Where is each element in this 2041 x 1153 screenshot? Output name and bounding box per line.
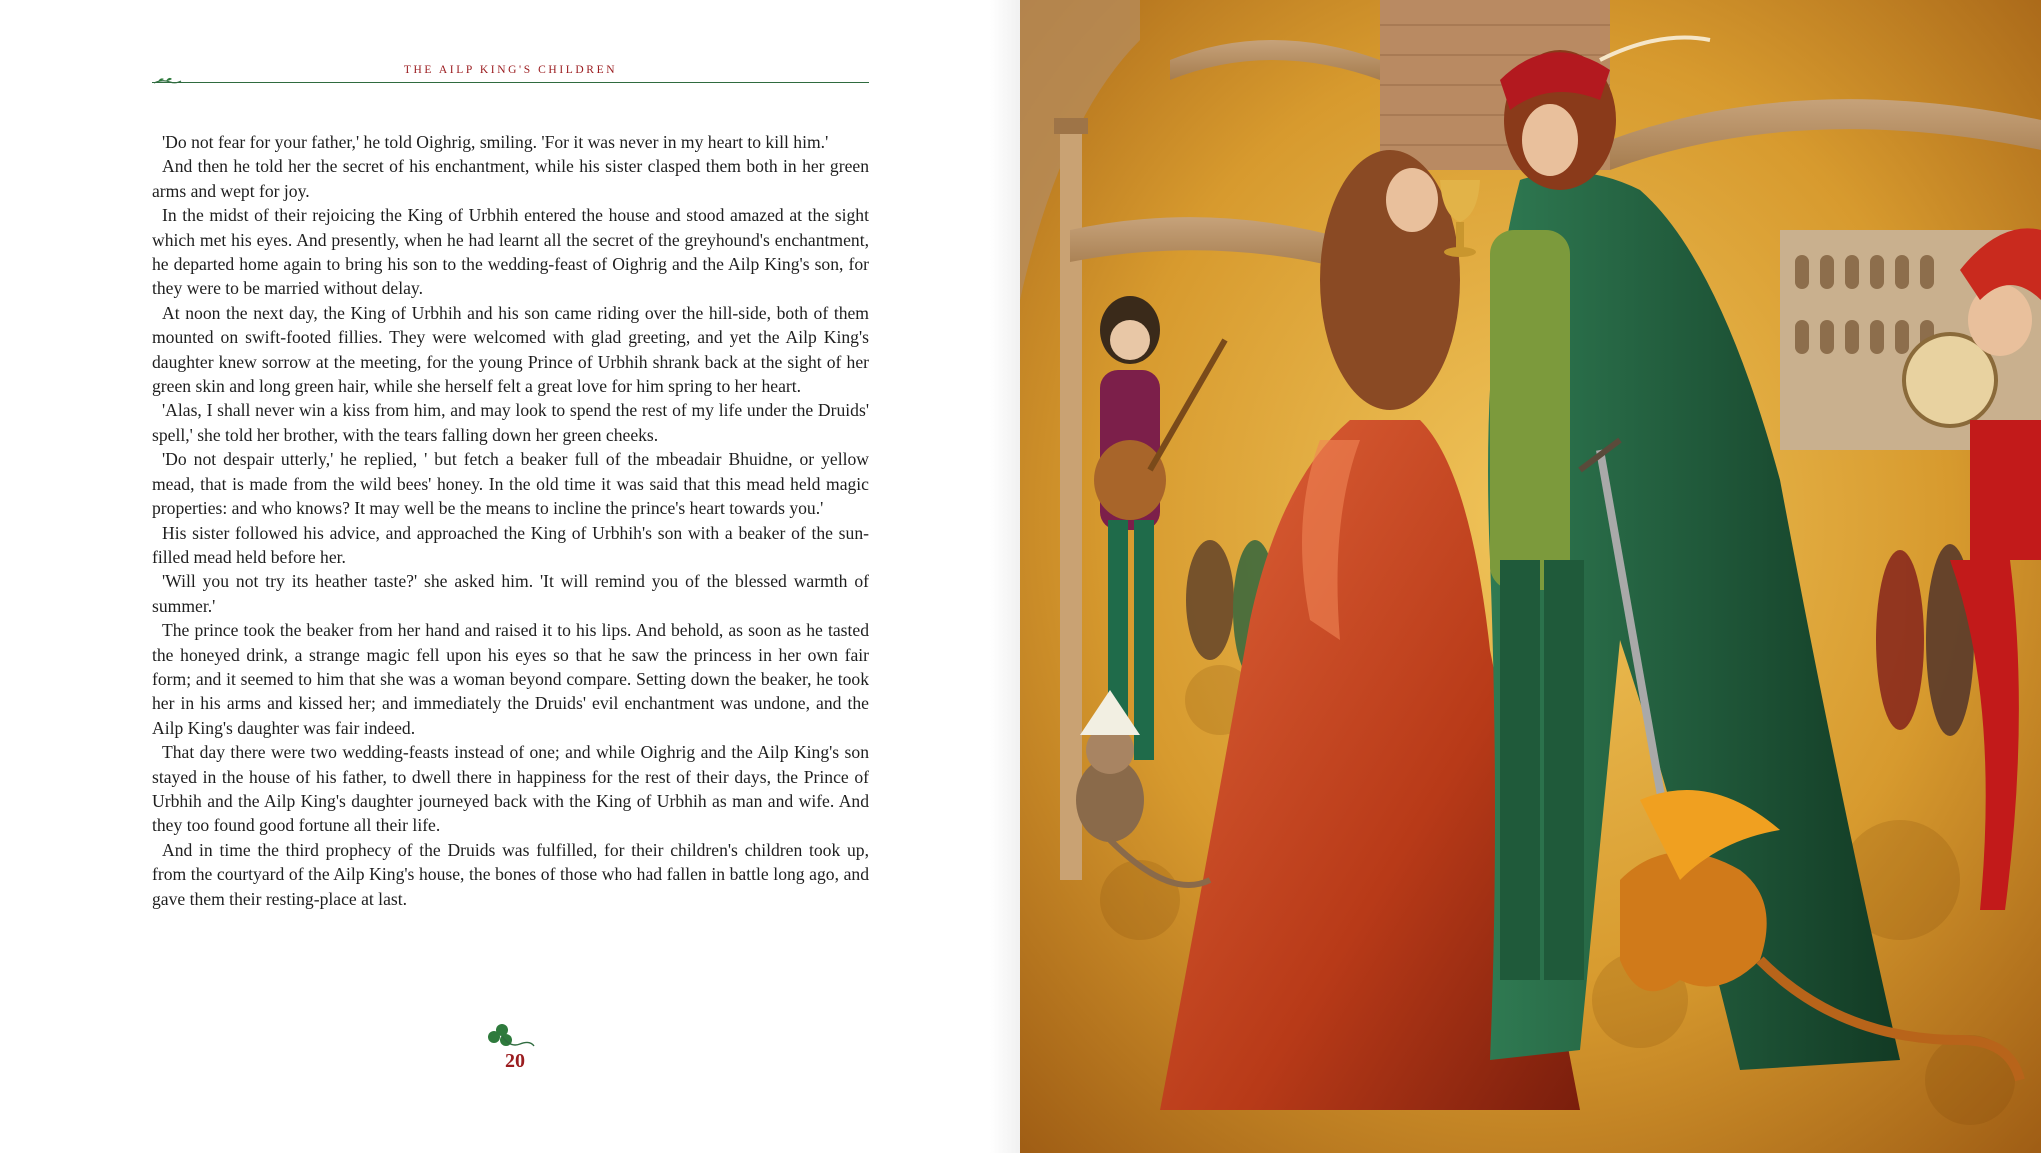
paragraph: 'Will you not try its heather taste?' she asked him. 'It will remind you of the blessed warmth of summer.': [152, 571, 869, 616]
paragraph: And then he told her the secret of his enchantment, while his sister clasped them both in her green arms and wept for joy.: [152, 156, 869, 201]
header-rule: [152, 82, 869, 83]
story-text: [152, 130, 869, 911]
paragraph: In the midst of their rejoicing the King of Urbhih entered the house and stood amazed at the sight which met his eyes. And presently, when he had learnt all the secret of the greyhound's enchantment, he departed home again to bring his son to the wedding-feast of Oighrig and the Ailp King's son, for they were to be married without delay.: [152, 205, 869, 299]
page-folio: [470, 1018, 560, 1074]
gutter-shadow: [990, 0, 1020, 1153]
text-page: [0, 0, 1020, 1153]
paragraph: That day there were two wedding-feasts instead of one; and while Oighrig and the Ailp King's son stayed in the house of his father, to dwell there in happiness for the rest of their days, the Prince of Urbhih and the Ailp King's daughter journeyed back with the King of Urbhih as man and wife. And they too found good fortune all their life.: [152, 742, 869, 836]
illustration: [1020, 0, 2041, 1153]
paragraph: 'Alas, I shall never win a kiss from him, and may look to spend the rest of my life under the Druids' spell,' she told her brother, with the tears falling down her green cheeks.: [152, 400, 869, 445]
paragraph: At noon the next day, the King of Urbhih and his son came riding over the hill-side, both of them mounted on swift-footed fillies. They were welcomed with glad greeting, and yet the Ailp King's daughter knew sorrow at the meeting, for the young Prince of Urbhih shrank back at the sight of her green skin and long green hair, while she herself felt a great love for him spring to her heart.: [152, 302, 869, 397]
paragraph: 'Do not despair utterly,' he replied, ' but fetch a beaker full of the mbeadair Bhuidne, or yellow mead, that is made from the wild bees' honey. In the old time it was said that this mead held magic properties: and who knows? It may well be the means to incline the prince's heart towards you.': [152, 449, 869, 519]
paragraph: 'Do not fear for your father,' he told Oighrig, smiling. 'For it was never in my heart to kill him.': [162, 132, 829, 152]
running-title: THE AILP KING'S CHILDREN: [403, 64, 618, 76]
running-head: [152, 62, 869, 86]
paragraph: And in time the third prophecy of the Druids was fulfilled, for their children's children took up, from the courtyard of the Ailp King's house, the bones of those who had fallen in battle long ago, and gave them their resting-place at last.: [152, 839, 869, 909]
paragraph: The prince took the beaker from her hand and raised it to his lips. And behold, as soon as he tasted the honeyed drink, a strange magic fell upon his eyes so that he saw the princess in her own fair form; and it seemed to him that she was a woman beyond compare. Setting down the beaker, he took her in his arms and kissed her; and immediately the Druids' evil enchantment was undone, and the Ailp King's daughter was fair indeed.: [152, 620, 869, 738]
page-number: 20: [505, 1050, 525, 1072]
fairy-tale-wedding-illustration: [1020, 0, 2041, 1153]
paragraph: His sister followed his advice, and approached the King of Urbhih's son with a beaker of the sun-filled mead held before her.: [152, 522, 869, 567]
